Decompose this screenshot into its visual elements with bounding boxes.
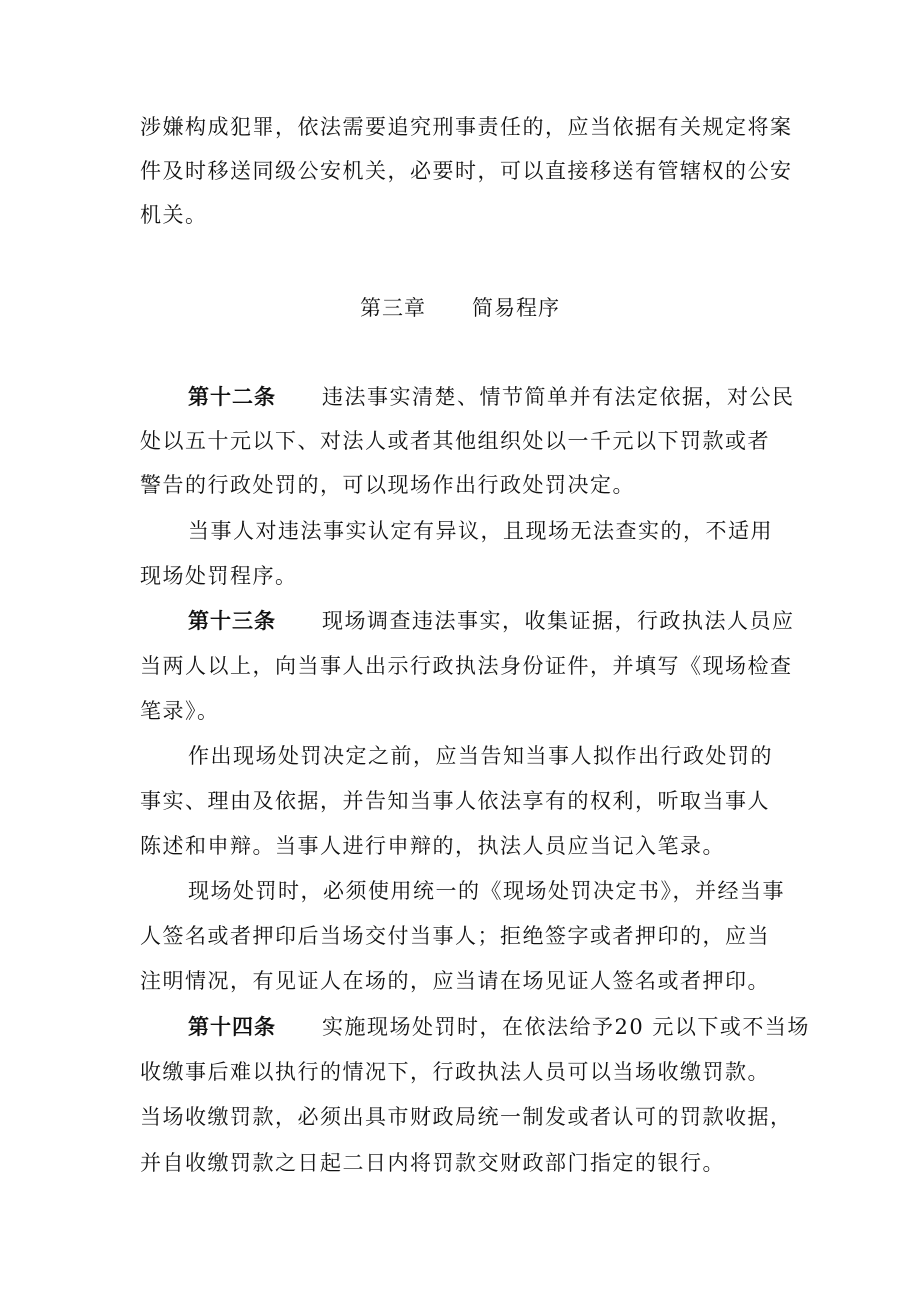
paragraph-line: 人签名或者押印后当场交付当事人；拒绝签字或者押印的，应当 — [140, 924, 770, 948]
paragraph-line: 当两人以上，向当事人出示行政执法身份证件，并填写《现场检查 — [140, 654, 793, 678]
paragraph-line: 件及时移送同级公安机关，必要时，可以直接移送有管辖权的公安 — [140, 159, 793, 183]
paragraph-line: 现场处罚时，必须使用统一的《现场处罚决定书》，并经当事 — [188, 879, 785, 903]
paragraph-line: 现场处罚程序。 — [140, 564, 298, 588]
article-number: 第十三条 — [188, 609, 276, 633]
paragraph-line: 处以五十元以下、对法人或者其他组织处以一千元以下罚款或者 — [140, 429, 770, 453]
paragraph-line: 收缴事后难以执行的情况下，行政执法人员可以当场收缴罚款。 — [140, 1060, 770, 1084]
paragraph-line: 涉嫌构成犯罪，依法需要追究刑事责任的，应当依据有关规定将案 — [140, 115, 793, 139]
paragraph-line: 机关。 — [140, 203, 208, 227]
article-13-first-line — [188, 606, 795, 636]
paragraph-line: 当事人对违法事实认定有异议，且现场无法查实的，不适用 — [188, 519, 773, 543]
paragraph-line: 注明情况，有见证人在场的，应当请在场见证人签名或者押印。 — [140, 969, 770, 993]
paragraph-line: 作出现场处罚决定之前，应当告知当事人拟作出行政处罚的 — [188, 744, 773, 768]
chapter-number: 第三章 — [360, 296, 426, 320]
article-14-first-line — [188, 1012, 810, 1042]
article-text: 现场调查违法事实，收集证据，行政执法人员应 — [322, 609, 795, 633]
paragraph-line: 笔录》。 — [140, 699, 220, 723]
chapter-title: 简易程序 — [472, 296, 560, 320]
article-number: 第十二条 — [188, 385, 276, 409]
article-number: 第十四条 — [188, 1015, 276, 1039]
paragraph-line: 当场收缴罚款，必须出具市财政局统一制发或者认可的罚款收据， — [140, 1105, 793, 1129]
paragraph-line: 并自收缴罚款之日起二日内将罚款交财政部门指定的银行。 — [140, 1151, 725, 1175]
paragraph-line: 警告的行政处罚的，可以现场作出行政处罚决定。 — [140, 473, 635, 497]
article-text: 违法事实清楚、情节简单并有法定依据，对公民 — [322, 385, 795, 409]
article-text: 实施现场处罚时，在依法给予20 元以下或不当场 — [322, 1015, 810, 1039]
paragraph-line: 事实、理由及依据，并告知当事人依法享有的权利，听取当事人 — [140, 789, 770, 813]
paragraph-line: 陈述和申辩。当事人进行申辩的，执法人员应当记入笔录。 — [140, 834, 725, 858]
chapter-heading — [0, 293, 920, 323]
article-12-first-line — [188, 382, 795, 412]
